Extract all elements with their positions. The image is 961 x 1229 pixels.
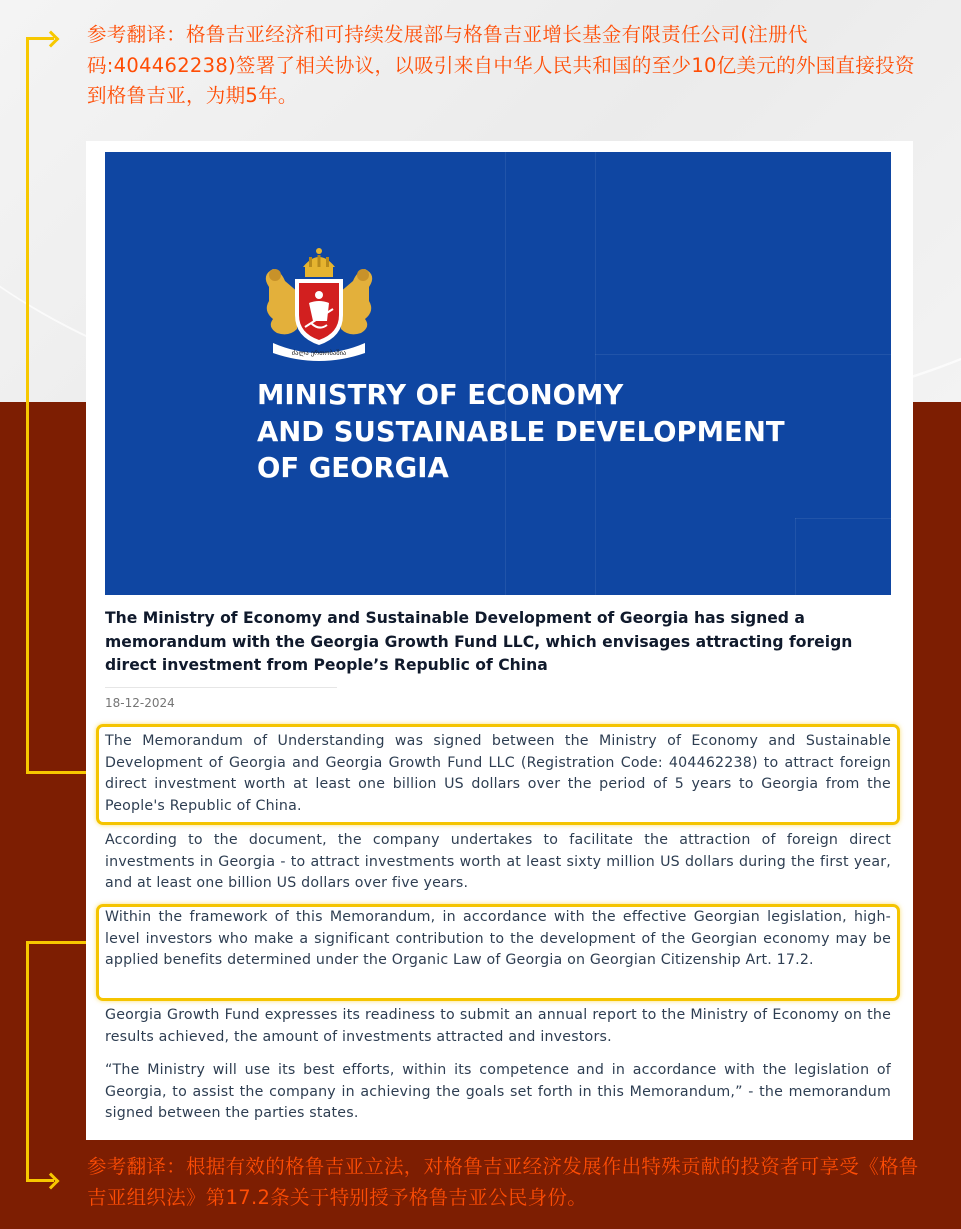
- divider: [105, 687, 337, 688]
- ministry-title-line: OF GEORGIA: [257, 452, 449, 484]
- connector-bottom-vertical: [26, 941, 29, 1182]
- arrow-right-icon: [43, 1173, 60, 1190]
- ministry-title: [257, 377, 817, 487]
- translation-note-bottom: 参考翻译：根据有效的格鲁吉亚立法，对格鲁吉亚经济发展作出特殊贡献的投资者可享受《格鲁吉亚组织法》第17.2条关于特别授予格鲁吉亚公民身份。: [87, 1155, 919, 1209]
- article-paragraph: According to the document, the company undertakes to facilitate the attraction of foreign direct investments in Georgia - to attract investments worth at least sixty million US dollars during the first year, and at least one billion US dollars over five years.: [105, 832, 891, 892]
- coat-of-arms-icon: [255, 245, 383, 363]
- connector-top-vertical: [26, 37, 29, 774]
- ministry-title-line: MINISTRY OF ECONOMY: [257, 379, 624, 411]
- article-card: [86, 141, 913, 1140]
- article-paragraph: Georgia Growth Fund expresses its readiness to submit an annual report to the Ministry of Economy on the results achieved, the amount of investments attracted and investors.: [105, 1007, 891, 1045]
- article-headline: The Ministry of Economy and Sustainable Development of Georgia has signed a memorandum with the Georgia Growth Fund LLC, which envisages attracting foreign direct investment from People’s Republic of China: [105, 609, 853, 675]
- ministry-title-line: AND SUSTAINABLE DEVELOPMENT: [257, 415, 785, 448]
- ministry-banner: [105, 152, 891, 595]
- article-date: 18-12-2024: [105, 696, 175, 710]
- article-paragraph: The Memorandum of Understanding was signed between the Ministry of Economy and Sustainable Development of Georgia and Georgia Growth Fund LLC (Registration Code: 404462238) to attract foreign direct investment worth at least one billion US dollars over the period of 5 years to Georgia from the People's Republic of China.: [105, 733, 891, 815]
- crest-motto: ძალა ერთობაშია: [291, 349, 347, 357]
- article-paragraph: Within the framework of this Memorandum, in accordance with the effective Georgian legislation, high-level investors who make a significant contribution to the development of the Georgian economy may be applied benefits determined under the Organic Law of Georgia on Georgian Citizenship Art. 17.2.: [105, 909, 891, 969]
- article-paragraph: “The Ministry will use its best efforts, within its competence and in accordance with the legislation of Georgia, to assist the company in achieving the goals set forth in this Memorandum,” - the memorandum signed between the parties states.: [105, 1062, 891, 1122]
- translation-note-top: 参考翻译：格鲁吉亚经济和可持续发展部与格鲁吉亚增长基金有限责任公司(注册代码:404462238)签署了相关协议，以吸引来自中华人民共和国的至少10亿美元的外国直接投资到格鲁吉亚，为期5年。: [87, 23, 915, 107]
